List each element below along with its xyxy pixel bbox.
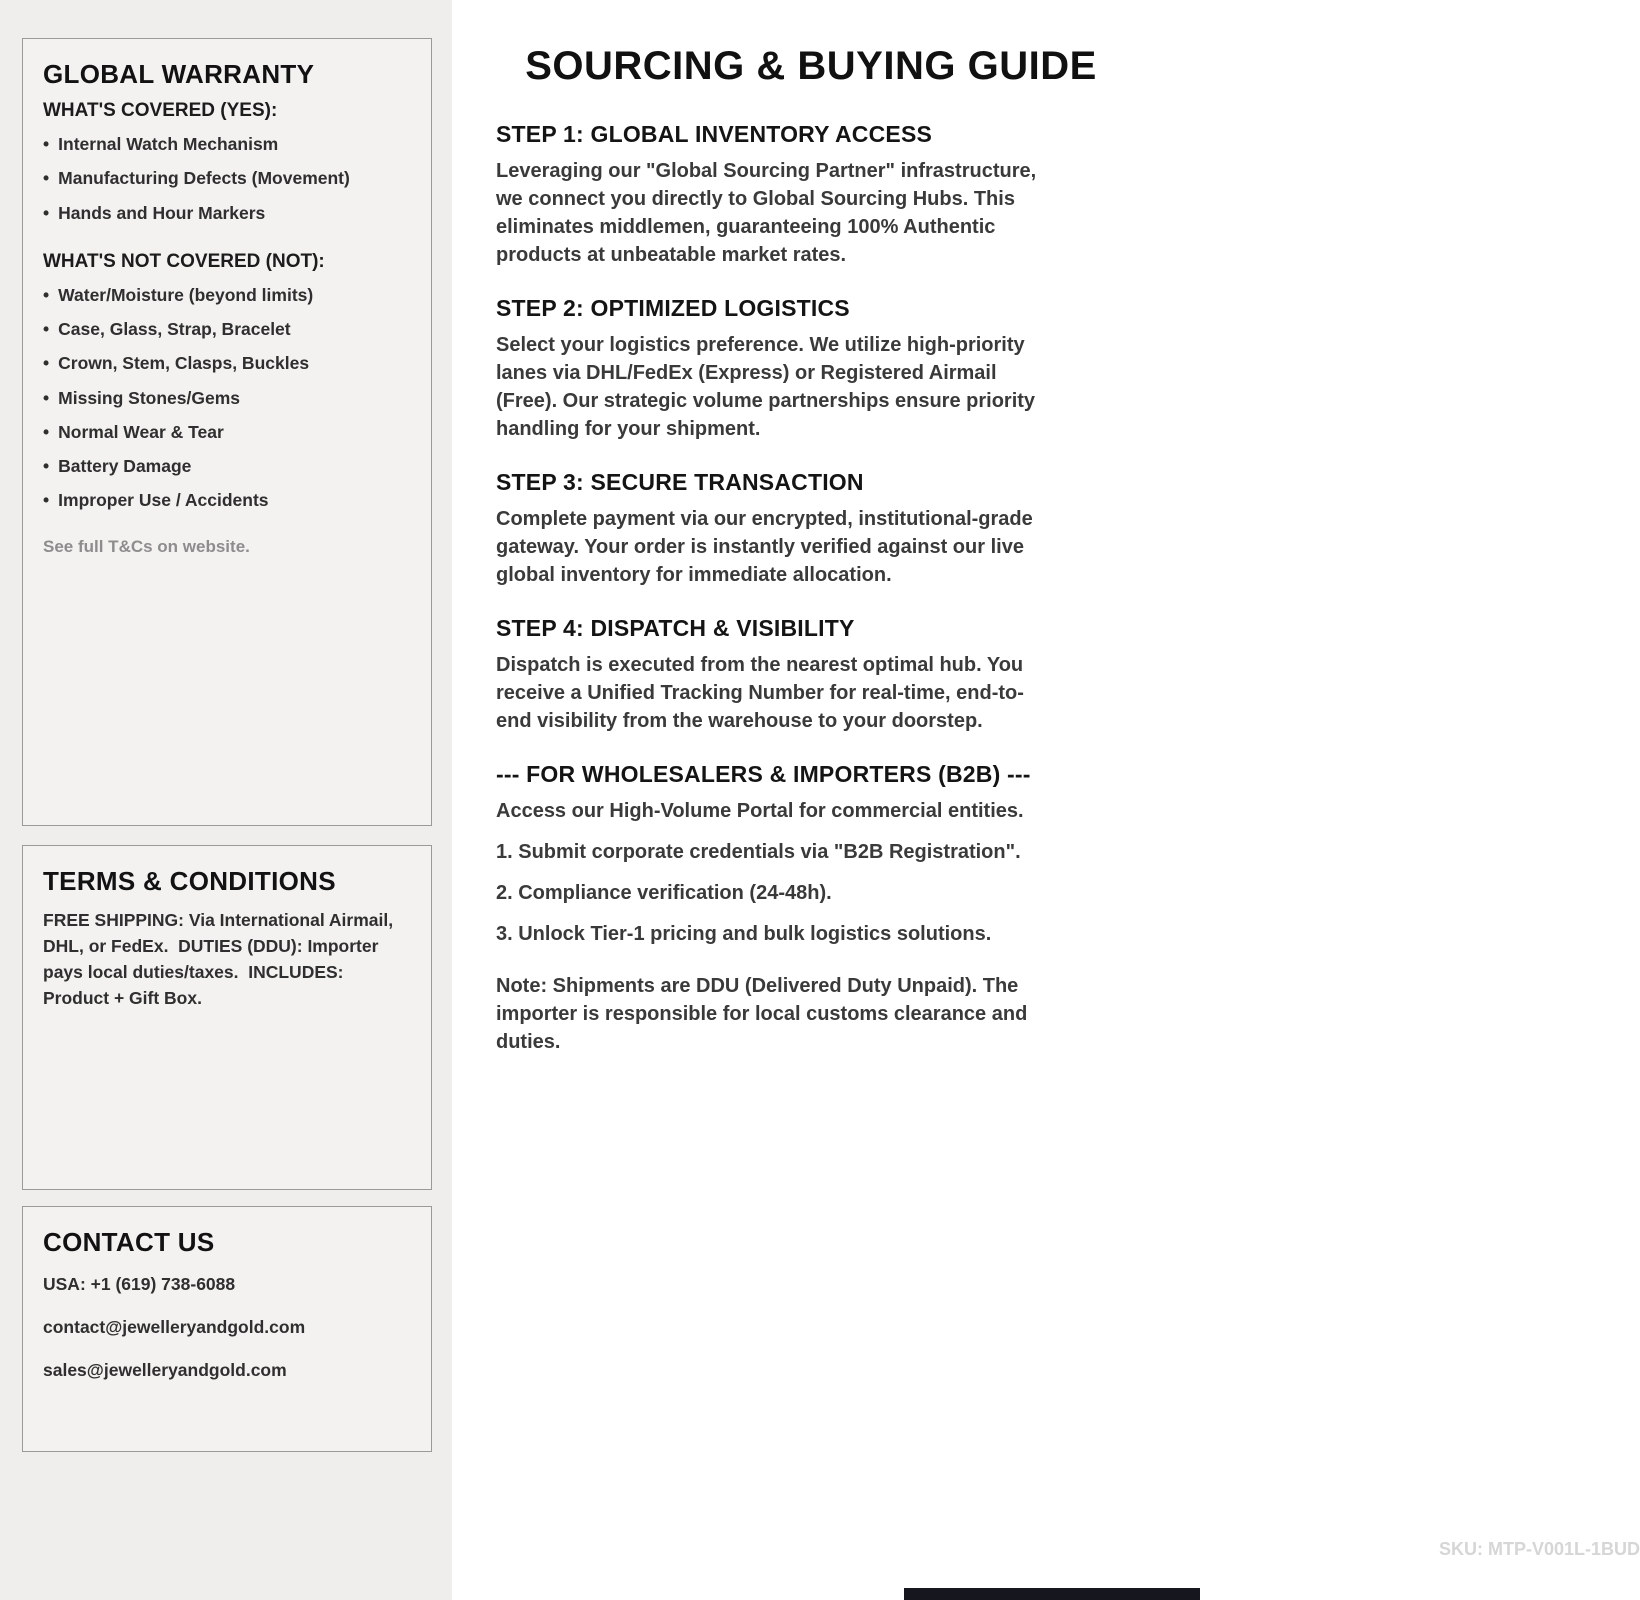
contact-panel — [22, 1206, 432, 1452]
list-item: • Normal Wear & Tear — [43, 423, 411, 442]
b2b-intro: Access our High-Volume Portal for commercial entities. — [496, 800, 1024, 822]
contact-title: CONTACT US — [43, 1227, 215, 1257]
list-item: • Battery Damage — [43, 457, 411, 476]
b2b-step-1: 1. Submit corporate credentials via "B2B Registration". — [496, 841, 1021, 863]
b2b-section — [496, 761, 1200, 1056]
step-1-heading: STEP 1: GLOBAL INVENTORY ACCESS — [496, 121, 933, 147]
b2b-step-3: 3. Unlock Tier-1 pricing and bulk logistics solutions. — [496, 923, 992, 945]
list-item: • Internal Watch Mechanism — [43, 135, 411, 154]
list-item: • Water/Moisture (beyond limits) — [43, 286, 411, 305]
terms-panel — [22, 845, 432, 1190]
page-title: SOURCING & BUYING GUIDE — [525, 44, 1097, 88]
sidebar — [0, 0, 452, 1600]
warranty-panel — [22, 38, 432, 826]
step-3-section — [496, 469, 1200, 589]
sku-label: SKU: MTP-V001L-1BUD — [1439, 1539, 1640, 1559]
covered-heading: WHAT'S COVERED (YES): — [43, 100, 278, 121]
list-item: • Hands and Hour Markers — [43, 204, 411, 223]
step-2-section — [496, 295, 1200, 443]
step-2-heading: STEP 2: OPTIMIZED LOGISTICS — [496, 295, 850, 321]
step-1-section — [496, 121, 1200, 269]
list-item: • Manufacturing Defects (Movement) — [43, 169, 411, 188]
contact-email-sales: sales@jewelleryandgold.com — [43, 1360, 287, 1380]
step-1-body: Leveraging our "Global Sourcing Partner" infrastructure, we connect you directly to Global Sourcing Hubs. This eliminates middlemen, guaranteeing 100% Authentic products at unbeatable market rates. — [496, 160, 1037, 266]
contact-email-primary: contact@jewelleryandgold.com — [43, 1317, 306, 1337]
step-4-body: Dispatch is executed from the nearest optimal hub. You receive a Unified Tracking Number for real-time, end-to-end visibility from the warehouse to your doorstep. — [496, 654, 1024, 732]
covered-list — [43, 135, 411, 223]
warranty-title: GLOBAL WARRANTY — [43, 59, 315, 89]
contact-phone: USA: +1 (619) 738-6088 — [43, 1274, 236, 1294]
b2b-heading: --- FOR WHOLESALERS & IMPORTERS (B2B) --- — [496, 761, 1031, 787]
step-3-heading: STEP 3: SECURE TRANSACTION — [496, 469, 864, 495]
list-item: • Missing Stones/Gems — [43, 389, 411, 408]
step-2-body: Select your logistics preference. We utilize high-priority lanes via DHL/FedEx (Express) or Registered Airmail (Free). Our strategic volume partnerships ensure priority handling for your shipment. — [496, 334, 1036, 440]
terms-title: TERMS & CONDITIONS — [43, 866, 336, 896]
list-item: • Improper Use / Accidents — [43, 491, 411, 510]
not-covered-list — [43, 286, 411, 511]
b2b-note: Note: Shipments are DDU (Delivered Duty Unpaid). The importer is responsible for local customs clearance and duties. — [496, 975, 1028, 1053]
list-item: • Crown, Stem, Clasps, Buckles — [43, 354, 411, 373]
not-covered-heading: WHAT'S NOT COVERED (NOT): — [43, 250, 325, 272]
footer-bar — [904, 1588, 1200, 1600]
terms-body: FREE SHIPPING: Via International Airmail, DHL, or FedEx. DUTIES (DDU): Importer pays local duties/taxes. INCLUDES: Product + Gift Box. — [43, 910, 398, 1008]
step-3-body: Complete payment via our encrypted, institutional-grade gateway. Your order is instantly verified against our live global inventory for immediate allocation. — [496, 508, 1033, 586]
list-item: • Case, Glass, Strap, Bracelet — [43, 320, 411, 339]
b2b-step-2: 2. Compliance verification (24-48h). — [496, 882, 832, 904]
step-4-heading: STEP 4: DISPATCH & VISIBILITY — [496, 615, 855, 641]
warranty-footnote: See full T&Cs on website. — [43, 536, 250, 556]
step-4-section — [496, 615, 1200, 735]
main-content — [452, 0, 1640, 1600]
